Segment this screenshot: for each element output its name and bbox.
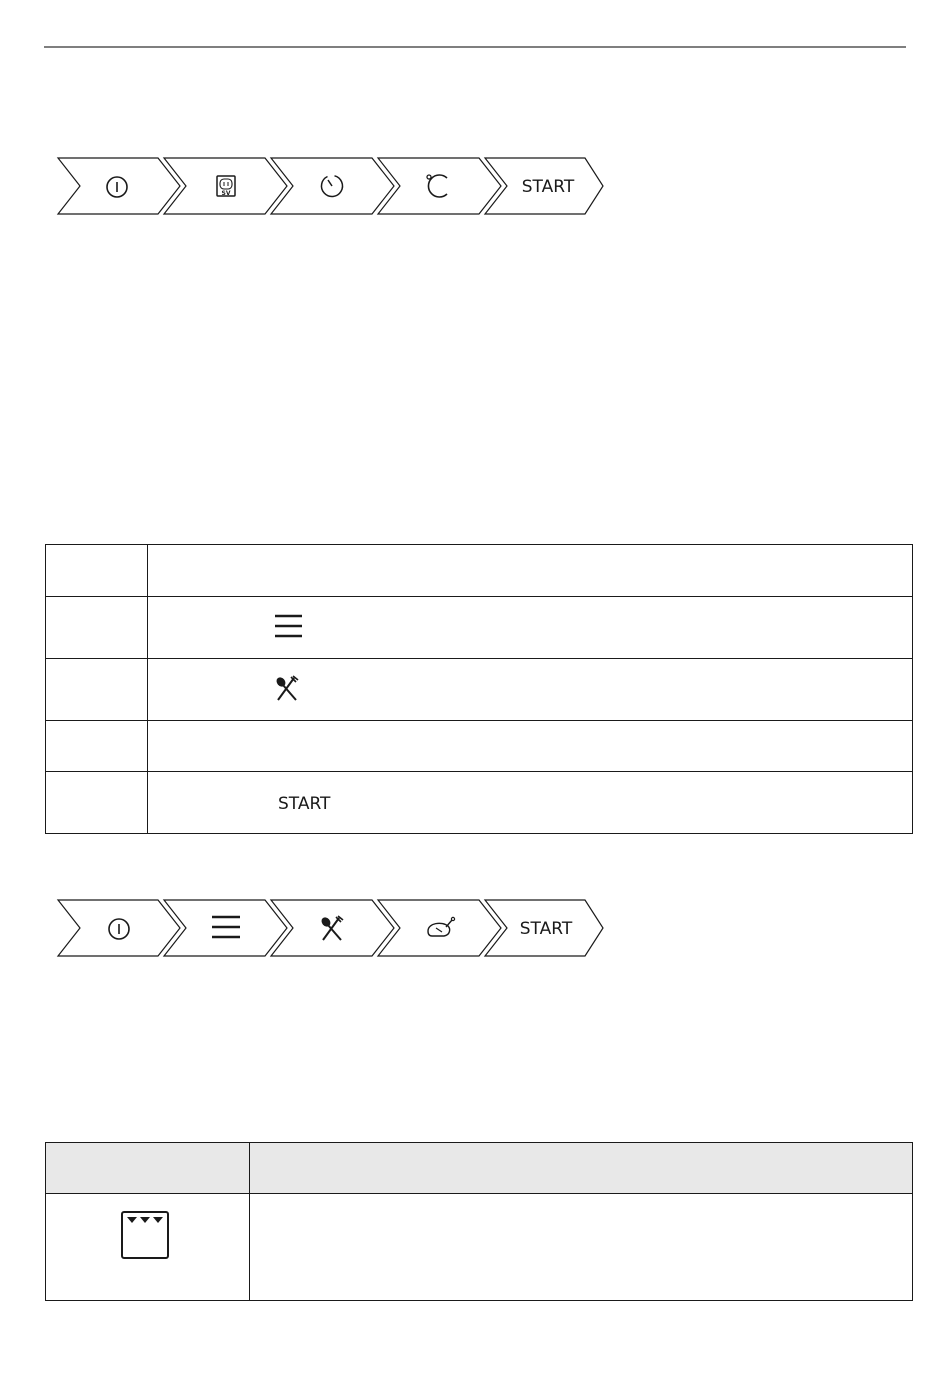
function-table <box>45 1142 913 1301</box>
step-row-5 <box>46 772 913 834</box>
menu-icon <box>274 613 304 641</box>
step-description-cell <box>148 659 913 721</box>
step-row-4 <box>46 721 913 772</box>
start-label: START <box>278 794 331 814</box>
flow-step-timer <box>271 158 394 214</box>
flow-step-menu <box>164 900 287 956</box>
flow-bottom-start-label: START <box>519 919 573 939</box>
symbol-cell <box>46 1194 250 1301</box>
step-number-cell <box>46 597 148 659</box>
flow-step-food <box>378 900 501 956</box>
function-table-header <box>46 1143 913 1194</box>
step-row-2 <box>46 597 913 659</box>
flow-step-temperature <box>378 158 501 214</box>
flow-step-steam <box>164 158 287 214</box>
flow-top <box>56 157 608 215</box>
oven-top-heat-icon <box>120 1210 170 1260</box>
flow-step-start <box>485 158 603 214</box>
step-row-1 <box>46 545 913 597</box>
step-number-cell <box>46 772 148 834</box>
header-cell-description <box>250 1143 913 1194</box>
step-row-3 <box>46 659 913 721</box>
flow-step-power <box>58 900 180 956</box>
step-description-cell <box>148 545 913 597</box>
flow-step-cutlery <box>271 900 394 956</box>
flow-top-start-label: START <box>521 177 575 197</box>
function-row <box>46 1194 913 1301</box>
step-number-cell <box>46 721 148 772</box>
description-cell <box>250 1194 913 1301</box>
flow-step-power <box>58 158 180 214</box>
step-number-cell <box>46 545 148 597</box>
steam-sv-icon-text: SV <box>221 190 231 197</box>
step-description-cell <box>148 721 913 772</box>
cutlery-icon <box>274 675 300 703</box>
flow-bottom <box>56 899 608 957</box>
step-table <box>45 544 913 834</box>
step-description-cell <box>148 772 913 834</box>
header-cell-symbol <box>46 1143 250 1194</box>
flow-step-start <box>485 900 603 956</box>
top-rule <box>44 46 906 48</box>
step-description-cell <box>148 597 913 659</box>
step-number-cell <box>46 659 148 721</box>
